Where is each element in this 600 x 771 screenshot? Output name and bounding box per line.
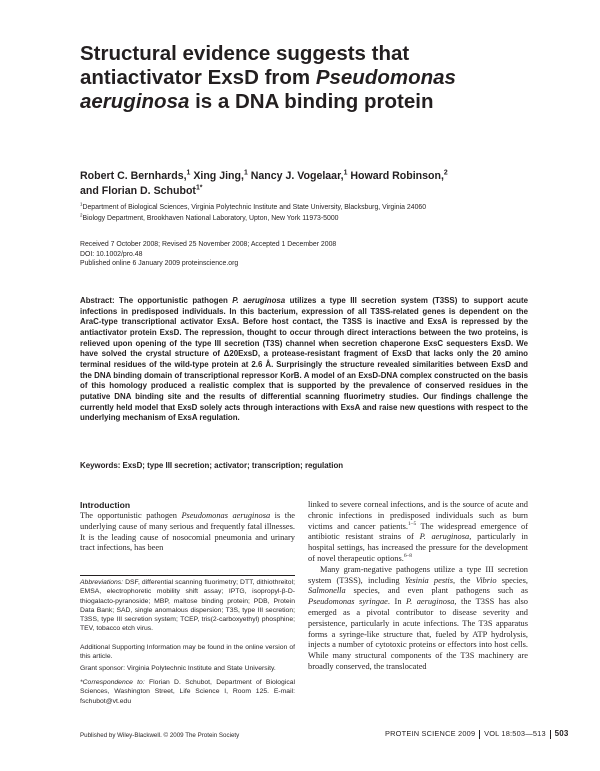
- grant-footnote: Grant sponsor: Virginia Polytechnic Institute and State University.: [80, 665, 276, 672]
- footnote-divider: [80, 575, 295, 576]
- introduction-heading: Introduction: [80, 500, 131, 510]
- published-line: Published online 6 January 2009 proteinscience.org: [80, 260, 239, 267]
- article-dates: [80, 240, 336, 269]
- journal-name: PROTEIN SCIENCE 2009: [385, 729, 476, 738]
- intro-paragraph-right-2: Many gram-negative pathogens utilize a type III secretion system (T3SS), including Yesinia pestis, the Vibrio species, Salmonella species, and even plant pathogens such as Pseudomonas syringae. In P. aeruginosa, the T3SS has also emerged as a pivotal contributor to disease severity and persistence, particularly in acute infections. The T3S apparatus forms a syringe-like structure that, fueled by ATP hydrolysis, injects a number of cytotoxic proteins or effectors into host cells. While many structural components of the T3S machinery are broadly conserved, the translocated: [308, 564, 528, 671]
- title-line-2: antiactivator ExsD from Pseudomonas: [80, 66, 456, 89]
- intro-paragraph-right-1: linked to severe corneal infections, and is the source of acute and chronic infections in predisposed individuals such as burn victims and cancer patients.$^{1-5}$ The widespread emergence of antibiotic resistant strains of P. aeruginosa, particularly in hospital settings, has increased the pressure for the development of novel therapeutic options.$^{6-8}$: [308, 500, 528, 563]
- intro-right-column: [308, 500, 528, 673]
- article-title: [80, 42, 500, 114]
- intro-paragraph-left: The opportunistic pathogen Pseudomonas aeruginosa is the underlying cause of many serious and frequently fatal illnesses. It is the leading cause of nosocomial pneumonia and urinary tract infections, has been: [80, 511, 295, 553]
- keywords: Keywords: ExsD; type III secretion; activator; transcription; regulation: [80, 461, 344, 470]
- footer-separator: [550, 730, 551, 739]
- supporting-info-footnote: Additional Supporting Information may be found in the online version of this article.: [80, 644, 295, 661]
- page-number: 503: [554, 729, 569, 738]
- title-line-3: aeruginosa is a DNA binding protein: [80, 90, 434, 113]
- affiliation-1: $^1$Department of Biological Sciences, Virginia Polytechnic Institute and State University, Blacksburg, Virginia 24060: [80, 201, 427, 211]
- journal-volume: VOL 18:503—513: [484, 729, 546, 738]
- journal-footer: [385, 729, 569, 739]
- received-line: Received 7 October 2008; Revised 25 November 2008; Accepted 1 December 2008: [80, 241, 337, 248]
- abbreviations-footnote: Abbreviations: DSF, differential scanning fluorimetry; DTT, dithiothreitol; EMSA, electrophoretic mobility shift assay; IPTG, isopropyl-β-D-thiogalacto-pyranoside; MBP, maltose binding protein; PDB, Protein Data Bank; SAD, single anomalous dispersion; T3S, type III secretion; T3SS, type III secretion system; TCEP, tris(2-carboxyethyl) phosphine; TEV, tobacco etch virus.: [80, 579, 295, 633]
- correspondence-footnote: *Correspondence to: Florian D. Schubot, Department of Biological Sciences, Washington Street, Life Science I, Room 125. E-mail: fschubot@vt.edu: [80, 679, 296, 705]
- doi-line: DOI: 10.1002/pro.48: [80, 250, 143, 258]
- title-line-1: Structural evidence suggests that: [80, 42, 410, 65]
- author-list: Robert C. Bernhards,$^1$ Xing Jing,$^1$ Nancy J. Vogelaar,$^1$ Howard Robinson,$^2$ and Florian D. Schubot$^{1*}$: [80, 169, 448, 197]
- footer-separator: [479, 730, 480, 739]
- affiliation-2: $^2$Biology Department, Brookhaven National Laboratory, Upton, New York 11973-5000: [80, 212, 339, 222]
- abstract: Abstract: The opportunistic pathogen P. aeruginosa utilizes a type III secretion system (T3SS) to support acute infections in predisposed individuals. In this bacterium, expression of all T3SS-related genes is dependent on the AraC-type transcriptional activator ExsA. Before host contact, the T3SS is inactive and ExsA is repressed by the antiactivator protein ExsD. The repression, thought to occur through direct interactions between the two proteins, is relieved upon opening of the type III secretion (T3S) channel when secretion chaperone ExsC sequesters ExsD. We have solved the crystal structure of Δ20ExsD, a protease-resistant fragment of ExsD that lacks only the 20 amino terminal residues of the wild-type protein at 2.6 Å. Surprisingly the structure revealed similarities between ExsD and the DNA binding domain of transcriptional repressor KorB. A model of an ExsD-DNA complex constructed on the basis of this homology produced a realistic complex that is supported by the prevalence of conserved residues in the putative DNA binding site and the results of differential scanning fluorimetry studies. Our findings challenge the currently held model that ExsD solely acts through interactions with ExsA and raise new questions with respect to the underlying mechanism of ExsA regulation.: [80, 296, 528, 423]
- publisher-line: Published by Wiley-Blackwell. © 2009 The Protein Society: [80, 732, 240, 739]
